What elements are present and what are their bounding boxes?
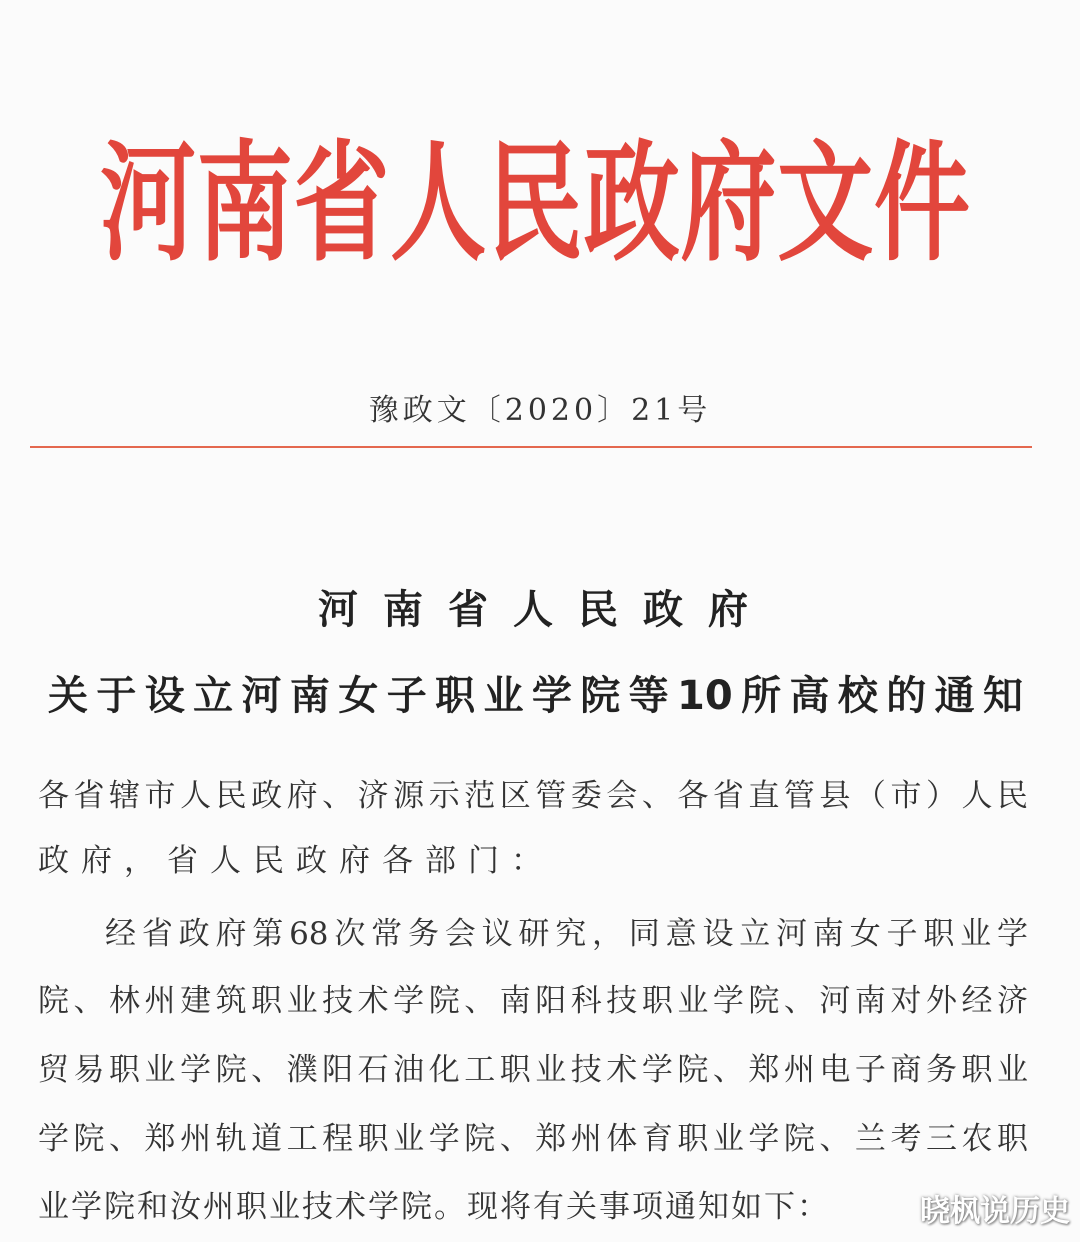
title-issuer: 河南省人民政府 [318, 587, 748, 633]
header-char: 省 [293, 127, 390, 279]
title-subject: 关于设立河南女子职业学院等10所高校的通知 [48, 673, 1023, 719]
body-line: 各省辖市人民政府、济源示范区管委会、各省直管县（市）人民 [38, 778, 1028, 814]
body-line: 经省政府第68次常务会议研究，同意设立河南女子职业学 [105, 916, 1028, 952]
header-char: 府 [680, 127, 777, 279]
header-char: 件 [874, 127, 970, 279]
document-number: 豫政文〔2020〕21号 [368, 393, 712, 428]
body-line: 院、林州建筑职业技术学院、南阳科技职业学院、河南对外经济 [38, 983, 1028, 1019]
header-char: 文 [777, 127, 874, 279]
header-char: 民 [487, 127, 583, 279]
body-line: 政府，省人民政府各部门： [38, 843, 554, 879]
header-char: 人 [390, 127, 487, 279]
body-line: 学院、郑州轨道工程职业学院、郑州体育职业学院、兰考三农职 [38, 1121, 1028, 1157]
document-header [100, 118, 970, 279]
header-char: 河 [100, 127, 196, 279]
body-line: 业学院和汝州职业技术学院。现将有关事项通知如下： [38, 1189, 830, 1225]
body-line: 贸易职业学院、濮阳石油化工职业技术学院、郑州电子商务职业 [38, 1052, 1028, 1088]
watermark: 晓枫说历史 [920, 1194, 1070, 1229]
header-char: 政 [583, 127, 680, 279]
red-divider [30, 446, 1032, 448]
header-char: 南 [196, 127, 293, 279]
